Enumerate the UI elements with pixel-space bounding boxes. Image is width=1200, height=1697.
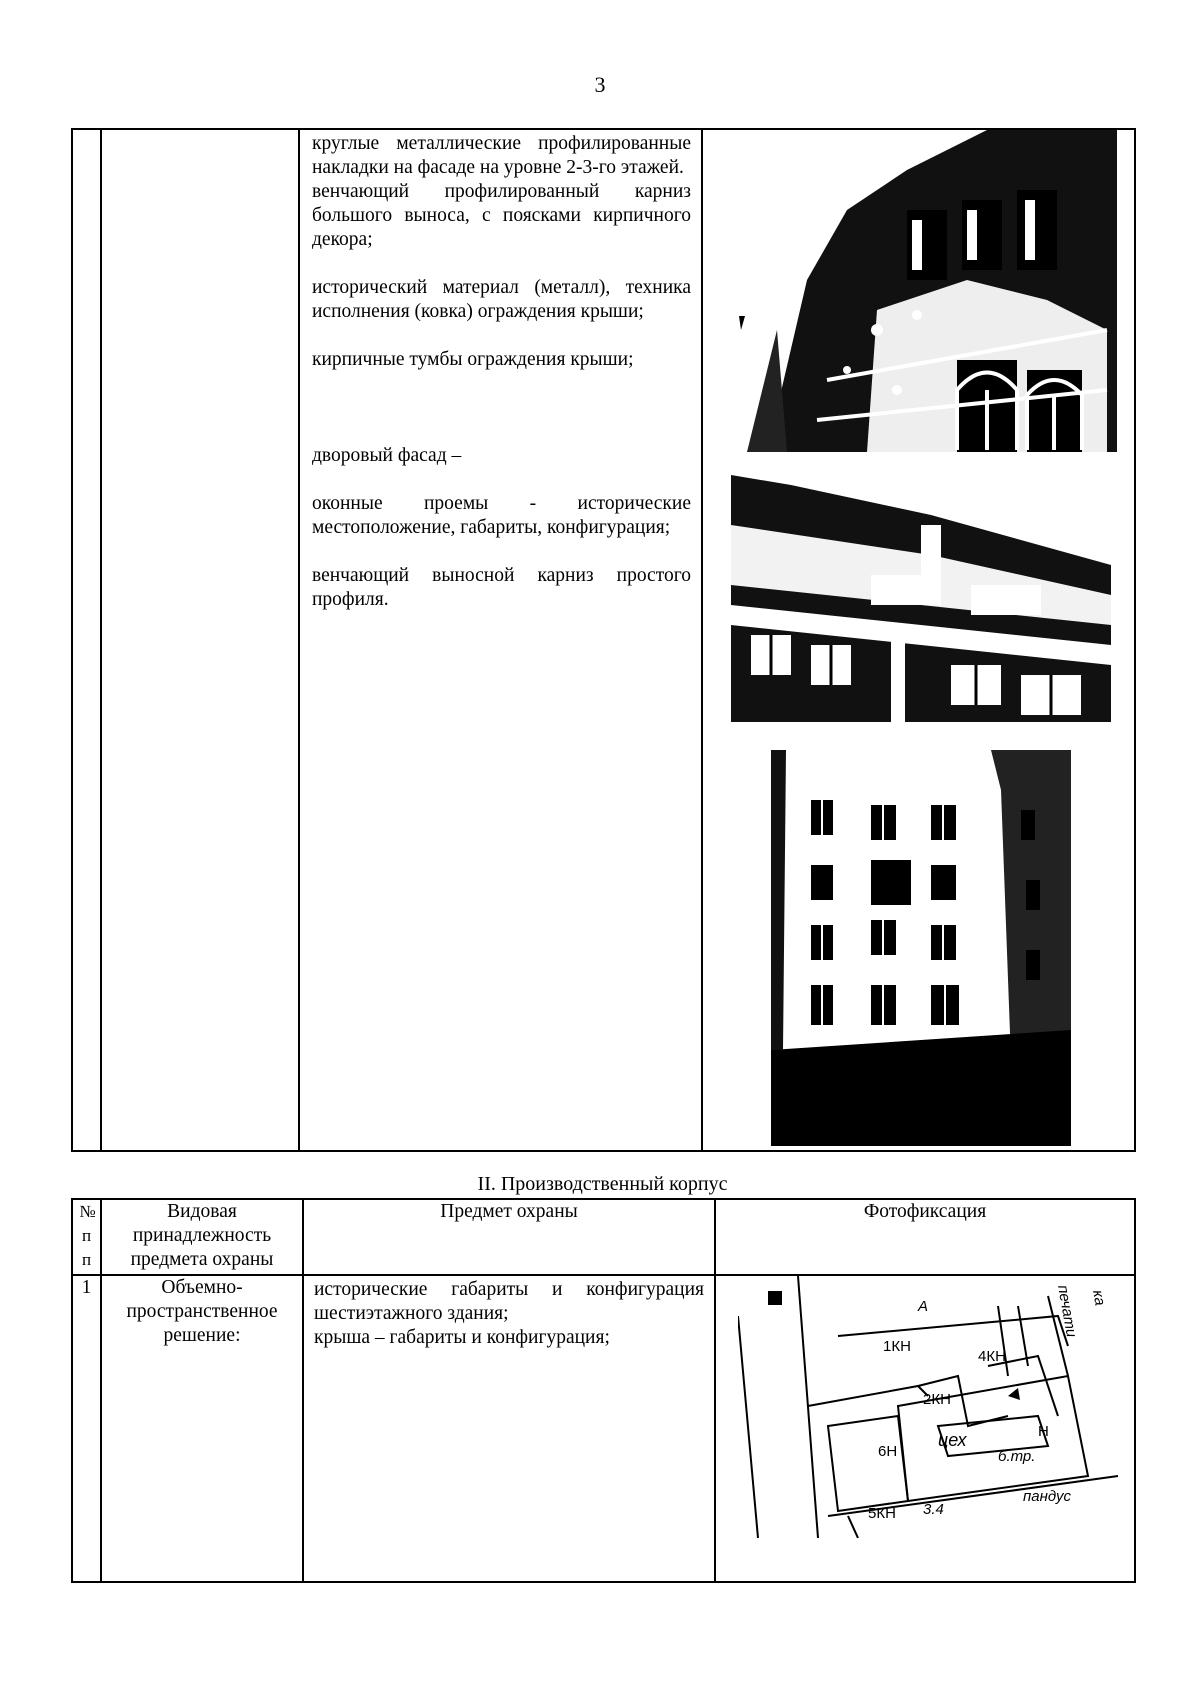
- map-label-e: 6Н: [878, 1443, 898, 1460]
- num-cell: [72, 129, 101, 1151]
- row-type: Объемно-пространственное решение:: [101, 1275, 303, 1582]
- map-label-c: 4КН: [978, 1348, 1006, 1365]
- continuation-table: [71, 128, 1136, 1152]
- subject-line-1: исторические габариты и конфигурация шестиэтажного здания;: [314, 1279, 704, 1324]
- row-photo: [715, 1275, 1135, 1582]
- row-num: 1: [72, 1275, 101, 1582]
- facade-photo-1: [727, 130, 1117, 452]
- map-label-i: 5КН: [868, 1505, 896, 1522]
- site-plan-map: [738, 1276, 1123, 1538]
- header-photo: Фотофиксация: [715, 1199, 1135, 1275]
- map-label-d: 2КН: [923, 1391, 951, 1408]
- map-label-g: Н: [1038, 1423, 1049, 1440]
- facade-photo-2: [731, 475, 1111, 722]
- protection-table: [71, 1198, 1136, 1583]
- map-label-m: ка: [1089, 1288, 1109, 1307]
- desc-line-4: кирпичные тумбы ограждения крыши;: [312, 349, 634, 370]
- header-subject: Предмет охраны: [303, 1199, 715, 1275]
- map-label-j: 3.4: [923, 1501, 944, 1518]
- map-label-h: б.тр.: [998, 1448, 1036, 1465]
- photo-cell: [702, 129, 1135, 1151]
- desc-line-3: исторический материал (металл), техника исполнения (ковка) ограждения крыши;: [312, 277, 691, 322]
- desc-line-5: дворовый фасад –: [312, 445, 462, 466]
- table-row: [72, 1275, 1135, 1582]
- header-type: Видовая принадлежность предмета охраны: [101, 1199, 303, 1275]
- map-label-f: цех: [938, 1430, 967, 1450]
- map-label-a: А: [918, 1298, 929, 1315]
- row-subject-text: [314, 1278, 704, 1350]
- desc-line-2: венчающий профилированный карниз большого выноса, с поясками кирпичного декора;: [312, 181, 691, 250]
- desc-line-1: круглые металлические профилированные накладки на фасаде на уровне 2-3-го этажей.: [312, 133, 691, 178]
- page-number: 3: [594, 72, 606, 97]
- desc-line-6: оконные проемы - исторические местоположение, габариты, конфигурация;: [312, 493, 691, 538]
- desc-line-7: венчающий выносной карниз простого профиля.: [312, 565, 691, 610]
- facade-photo-3: [771, 750, 1071, 1146]
- header-num: [72, 1199, 101, 1275]
- header-num-text: № п п: [79, 1202, 96, 1269]
- map-label-b: 1КН: [883, 1338, 911, 1355]
- map-label-k: пандус: [1023, 1488, 1071, 1505]
- section-title: II. Производственный корпус: [477, 1173, 728, 1195]
- type-cell: [101, 129, 299, 1151]
- description-text: [312, 132, 691, 612]
- row-subject: [303, 1275, 715, 1582]
- map-label-l: печати: [1054, 1283, 1080, 1339]
- description-cell: [299, 129, 702, 1151]
- subject-line-2: крыша – габариты и конфигурация;: [314, 1327, 610, 1348]
